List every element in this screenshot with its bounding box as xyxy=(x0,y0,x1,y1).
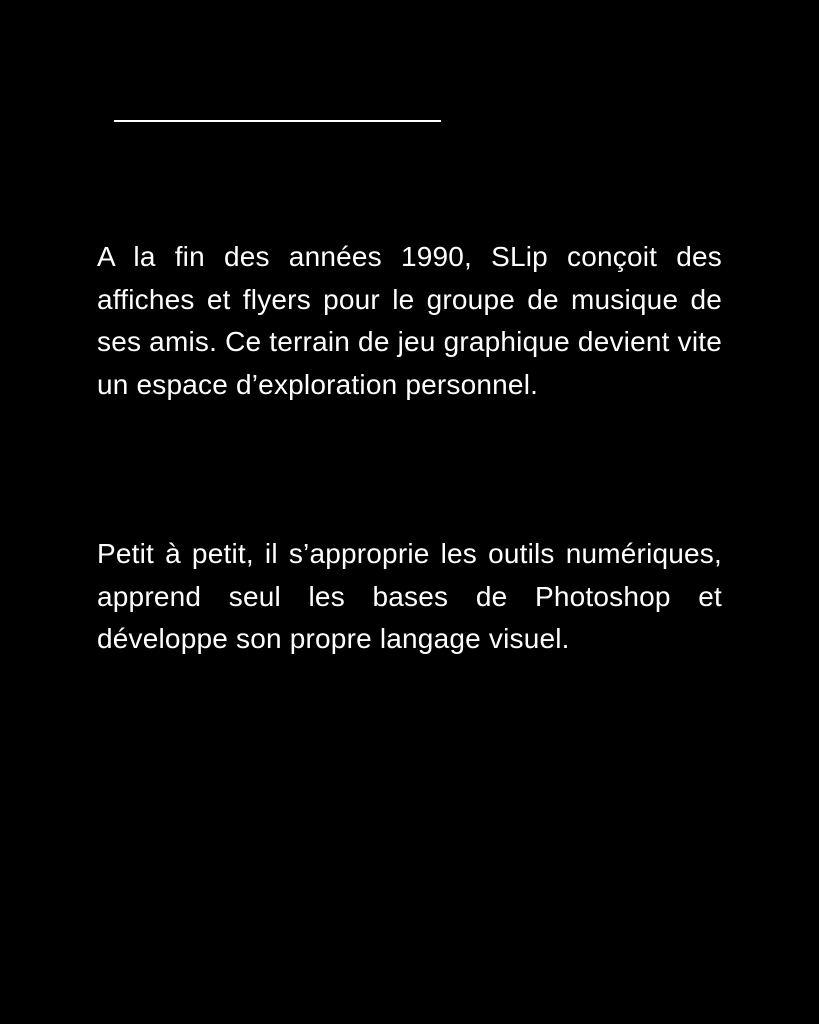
paragraph-development: Petit à petit, il s’approprie les outils numériques, apprend seul les bases de Photoshop et développe son propre langage visuel. xyxy=(97,538,722,654)
paragraph-intro: A la fin des années 1990, SLip conçoit des affiches et flyers pour le groupe de musique de ses amis. Ce terrain de jeu graphique devient vite un espace d’exploration personnel. xyxy=(97,241,722,400)
divider-line xyxy=(114,120,441,122)
